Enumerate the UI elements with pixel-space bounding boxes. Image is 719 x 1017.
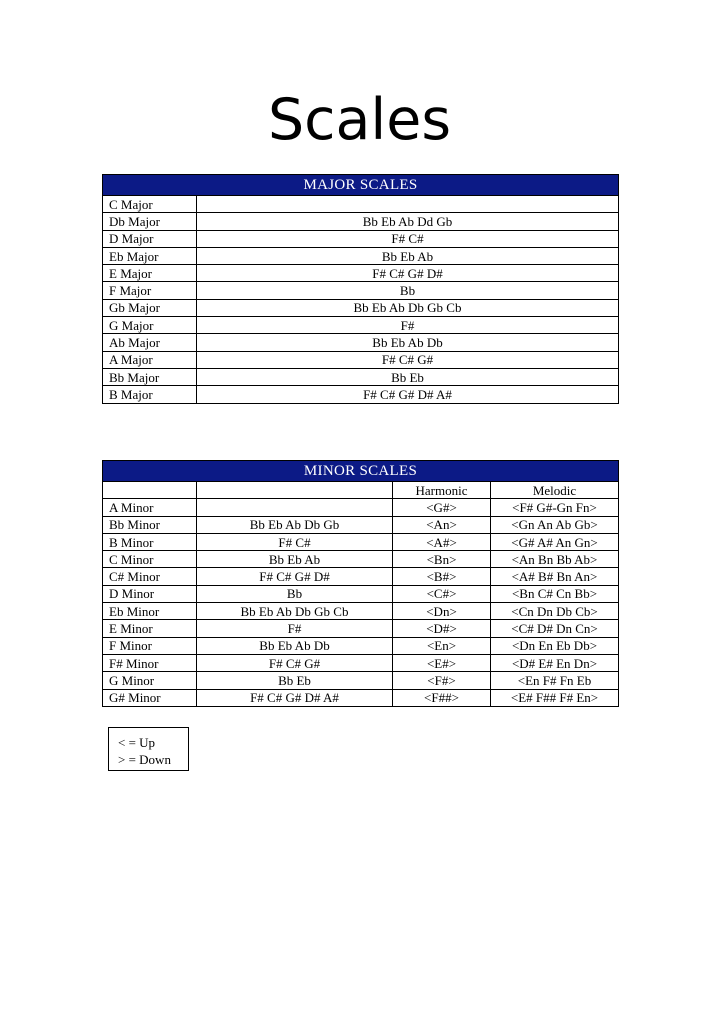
scale-name: A Major [103,351,197,368]
key-signature: Bb Eb Ab Db [197,334,619,351]
key-signature: Bb Eb Ab Dd Gb [197,213,619,230]
table-row [103,620,619,637]
scale-name: E Minor [103,620,197,637]
harmonic-notes: <Dn> [393,603,491,620]
key-signature: F# [197,620,393,637]
table-row [103,247,619,264]
key-signature: Bb Eb Ab Db Gb Cb [197,603,393,620]
table-row [103,282,619,299]
key-signature: F# [197,317,619,334]
scale-name: Bb Minor [103,516,197,533]
key-signature: F# C# G# D# A# [197,386,619,403]
harmonic-notes: <Bn> [393,551,491,568]
scale-name: Eb Minor [103,603,197,620]
scale-name: E Major [103,265,197,282]
column-header-row [103,482,619,499]
scale-name: Db Major [103,213,197,230]
scale-name: D Major [103,230,197,247]
table-row [103,551,619,568]
scale-name: C Minor [103,551,197,568]
melodic-notes: <En F# Fn Eb [491,672,619,689]
scale-name: B Major [103,386,197,403]
key-signature: F# C# G# [197,351,619,368]
harmonic-notes: <F#> [393,672,491,689]
key-signature: F# C# [197,230,619,247]
key-signature: F# C# G# D# [197,265,619,282]
table-row [103,516,619,533]
harmonic-notes: <G#> [393,499,491,516]
legend-up: < = Up [118,735,156,750]
table-row [103,317,619,334]
harmonic-notes: <F##> [393,689,491,706]
scale-name: B Minor [103,533,197,550]
scale-name: C# Minor [103,568,197,585]
key-signature: Bb [197,282,619,299]
column-header-melodic: Melodic [491,482,619,499]
legend-down: > = Down [118,752,171,767]
minor-scales-table [102,460,619,707]
table-row [103,672,619,689]
scale-name: D Minor [103,585,197,602]
key-signature: F# C# G# D# [197,568,393,585]
major-scales-header: MAJOR SCALES [103,175,619,196]
harmonic-notes: <En> [393,637,491,654]
melodic-notes: <E# F## F# En> [491,689,619,706]
scale-name: Bb Major [103,368,197,385]
harmonic-notes: <E#> [393,654,491,671]
melodic-notes: <Gn An Ab Gb> [491,516,619,533]
melodic-notes: <Dn En Eb Db> [491,637,619,654]
melodic-notes: <Cn Dn Db Cb> [491,603,619,620]
harmonic-notes: <D#> [393,620,491,637]
table-row [103,351,619,368]
table-row [103,230,619,247]
melodic-notes: <Bn C# Cn Bb> [491,585,619,602]
scale-name: G Minor [103,672,197,689]
table-row [103,637,619,654]
melodic-notes: <A# B# Bn An> [491,568,619,585]
scale-name: F Major [103,282,197,299]
key-signature: Bb Eb [197,368,619,385]
scale-name: F# Minor [103,654,197,671]
scale-name: Gb Major [103,299,197,316]
scale-name: A Minor [103,499,197,516]
column-header-harmonic: Harmonic [393,482,491,499]
melodic-notes: <C# D# Dn Cn> [491,620,619,637]
harmonic-notes: <C#> [393,585,491,602]
key-signature: Bb Eb Ab Db [197,637,393,654]
scale-name: C Major [103,196,197,213]
table-row [103,196,619,213]
harmonic-notes: <An> [393,516,491,533]
key-signature: F# C# G# D# A# [197,689,393,706]
scale-name: G# Minor [103,689,197,706]
table-row [103,689,619,706]
melodic-notes: <An Bn Bb Ab> [491,551,619,568]
legend-box [108,727,189,771]
minor-scales-header: MINOR SCALES [103,461,619,482]
table-row [103,213,619,230]
table-row [103,603,619,620]
key-signature: F# C# [197,533,393,550]
key-signature: Bb Eb [197,672,393,689]
key-signature [197,196,619,213]
harmonic-notes: <A#> [393,533,491,550]
scale-name: Ab Major [103,334,197,351]
column-header [103,482,197,499]
harmonic-notes: <B#> [393,568,491,585]
table-row [103,585,619,602]
table-row [103,533,619,550]
key-signature: Bb Eb Ab [197,551,393,568]
key-signature: Bb Eb Ab [197,247,619,264]
melodic-notes: <F# G#-Gn Fn> [491,499,619,516]
scale-name: Eb Major [103,247,197,264]
table-row [103,299,619,316]
key-signature: F# C# G# [197,654,393,671]
key-signature: Bb Eb Ab Db Gb Cb [197,299,619,316]
table-row [103,334,619,351]
scale-name: F Minor [103,637,197,654]
key-signature: Bb Eb Ab Db Gb [197,516,393,533]
key-signature: Bb [197,585,393,602]
table-row [103,654,619,671]
key-signature [197,499,393,516]
page-title: Scales [267,87,452,153]
table-row [103,368,619,385]
scale-name: G Major [103,317,197,334]
melodic-notes: <G# A# An Gn> [491,533,619,550]
melodic-notes: <D# E# En Dn> [491,654,619,671]
table-row [103,386,619,403]
major-scales-table [102,174,619,404]
table-row [103,568,619,585]
table-row [103,499,619,516]
column-header [197,482,393,499]
table-row [103,265,619,282]
